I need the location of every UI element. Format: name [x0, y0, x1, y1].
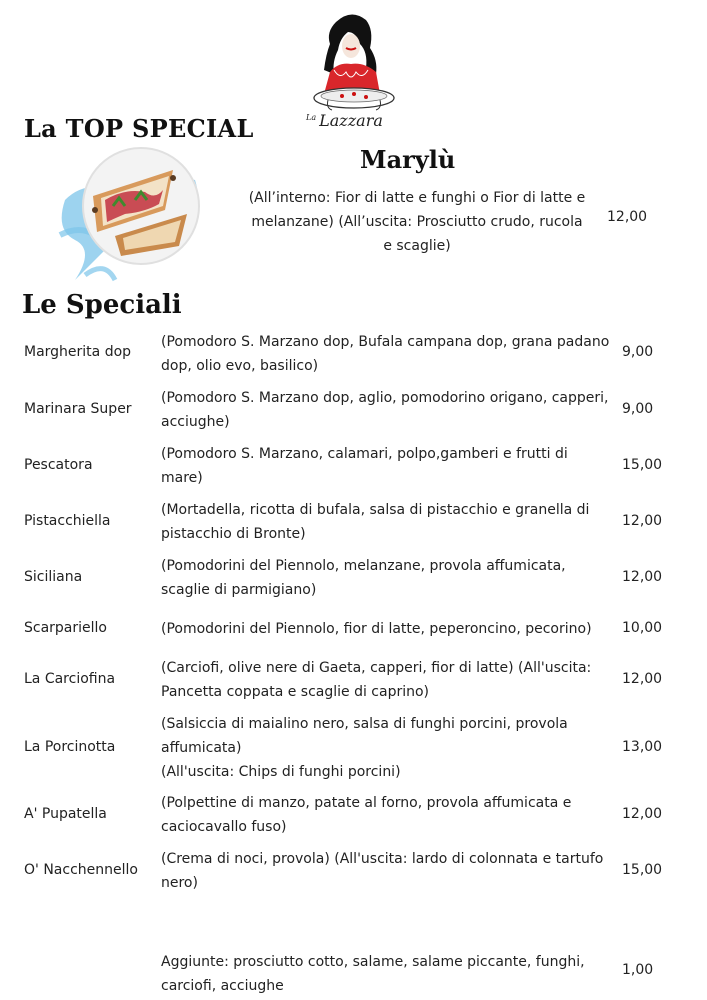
menu-item-description: (Pomodorini del Piennolo, fior di latte, peperoncino, pecorino)	[161, 621, 592, 637]
menu-item-description: (Pomodoro S. Marzano dop, Bufala campana dop, grana padano dop, olio evo, basilico)	[161, 334, 610, 374]
top-special-title: La TOP SPECIAL	[24, 114, 254, 143]
menu-item-name: Pistacchiella	[24, 513, 111, 529]
menu-item-name: A' Pupatella	[24, 806, 107, 822]
menu-item-price: 13,00	[622, 739, 663, 755]
menu-item-name: Scarpariello	[24, 620, 107, 636]
featured-pizza-price: 12,00	[607, 209, 648, 225]
menu-item-description: (Polpettine di manzo, patate al forno, provola affumicata e caciocavallo fuso)	[161, 795, 572, 835]
menu-item-price: 15,00	[622, 457, 663, 473]
menu-item-price: 12,00	[622, 671, 663, 687]
menu-item-description: (Pomodoro S. Marzano dop, aglio, pomodorino origano, capperi, acciughe)	[161, 390, 609, 430]
menu-item-price: 15,00	[622, 862, 663, 878]
menu-item-description-line: (Salsiccia di maialino nero, salsa di funghi porcini, provola affumicata)	[161, 716, 568, 756]
pizza-slice-photo	[55, 140, 205, 290]
menu-item-description-line: (All'uscita: Chips di funghi porcini)	[161, 764, 401, 780]
menu-item-price: 9,00	[622, 401, 654, 417]
svg-text:La: La	[306, 113, 317, 122]
addons-price: 1,00	[622, 962, 654, 978]
svg-text:Lazzara: Lazzara	[319, 111, 383, 130]
restaurant-logo	[296, 8, 406, 132]
menu-item-name: O' Nacchennello	[24, 862, 138, 878]
menu-item-description: (Pomodoro S. Marzano, calamari, polpo,gamberi e frutti di mare)	[161, 446, 568, 486]
addons-description: Aggiunte: prosciutto cotto, salame, salame piccante, funghi, carciofi, acciughe	[161, 954, 585, 994]
menu-item-name: Marinara Super	[24, 401, 132, 417]
menu-item-description: (Crema di noci, provola) (All'uscita: lardo di colonnata e tartufo nero)	[161, 851, 604, 891]
menu-item-price: 9,00	[622, 344, 654, 360]
menu-item-price: 12,00	[622, 513, 663, 529]
menu-item-price: 12,00	[622, 569, 663, 585]
featured-pizza-description: (All’interno: Fior di latte e funghi o Fior di latte e melanzane) (All’uscita: Prosciutto crudo, rucola e scaglie)	[248, 190, 586, 254]
specials-section-title: Le Speciali	[22, 290, 182, 320]
menu-item-name: La Carciofina	[24, 671, 116, 687]
menu-item-description	[161, 712, 611, 784]
menu-item-name: La Porcinotta	[24, 739, 116, 755]
menu-item-price: 12,00	[622, 806, 663, 822]
menu-item-description: (Pomodorini del Piennolo, melanzane, provola affumicata, scaglie di parmigiano)	[161, 558, 566, 598]
featured-pizza-name: Marylù	[360, 145, 456, 174]
menu-item-description: (Carciofi, olive nere di Gaeta, capperi, fior di latte) (All'uscita: Pancetta coppata e scaglie di caprino)	[161, 660, 592, 700]
menu-item-name: Pescatora	[24, 457, 93, 473]
menu-item-name: Siciliana	[24, 569, 83, 585]
menu-item-name: Margherita dop	[24, 344, 132, 360]
menu-item-description: (Mortadella, ricotta di bufala, salsa di pistacchio e granella di pistacchio di Bronte)	[161, 502, 590, 542]
menu-item-price: 10,00	[622, 620, 663, 636]
